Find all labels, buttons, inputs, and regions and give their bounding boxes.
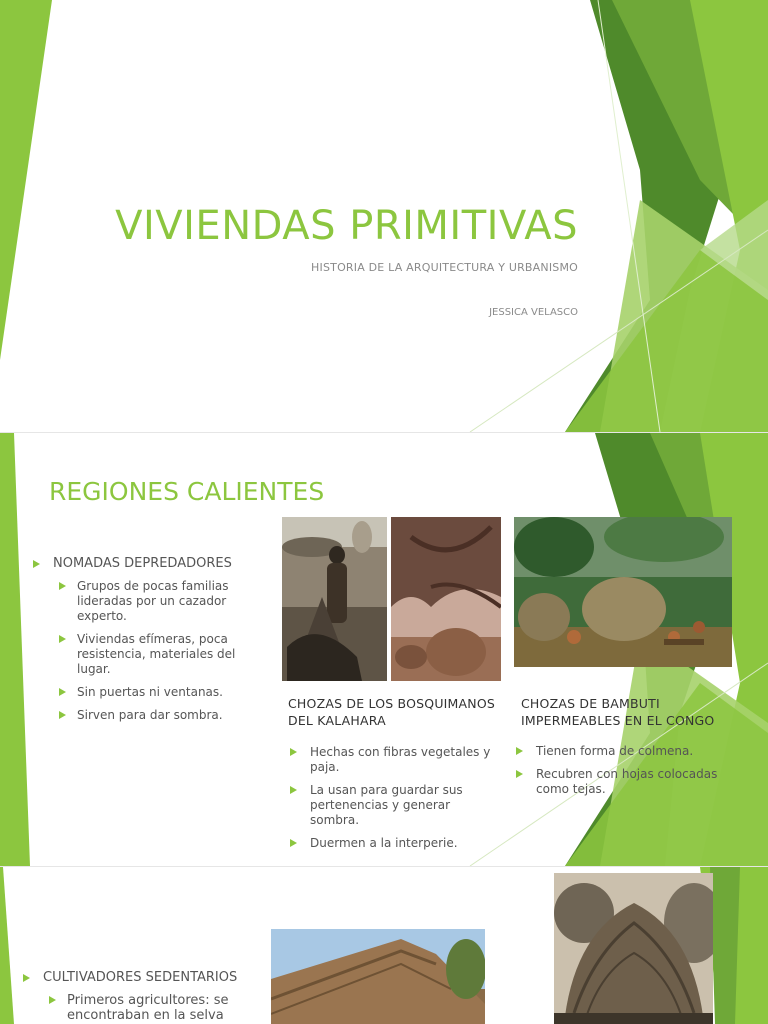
bullet-group-label: NOMADAS DEPREDADORES: [53, 556, 232, 571]
list-item: Grupos de pocas familias lideradas por un cazador experto.: [59, 579, 243, 624]
photo-bushmen-hut: [391, 517, 501, 681]
bullet-list: [23, 970, 243, 1024]
list-item: Hechas con fibras vegetales y paja.: [290, 745, 494, 775]
author-name: JESSICA VELASCO: [489, 307, 578, 318]
photo-thatched-hut: [271, 929, 485, 1024]
list-item: Tienen forma de colmena.: [516, 744, 721, 759]
photo-bambuti-hut: [514, 517, 732, 667]
photo-bushmen-people: [282, 517, 387, 681]
caption-bambuti: CHOZAS DE BAMBUTI IMPERMEABLES EN EL CONGO: [521, 696, 715, 728]
photo-vintage-hut: [554, 873, 713, 1024]
slide-title: [0, 0, 768, 432]
list-item: La usan para guardar sus pertenencias y generar sombra.: [290, 783, 494, 828]
bullet-list: [33, 556, 243, 731]
list-item: Primeros agricultores: se encontraban en la selva: [49, 993, 243, 1023]
list-item: Sirven para dar sombra.: [59, 708, 243, 723]
slide-heading: REGIONES CALIENTES: [49, 477, 325, 506]
slide-cultivadores: [0, 867, 768, 1024]
photo-illustration: [554, 873, 713, 1024]
photo-illustration: [391, 517, 501, 681]
bosquimanos-list: [290, 745, 494, 859]
photo-illustration: [282, 517, 387, 681]
presentation-title: VIVIENDAS PRIMITIVAS: [115, 203, 578, 249]
bullet-group: [33, 556, 243, 723]
caption-bosquimanos: CHOZAS DE LOS BOSQUIMANOS DEL KALAHARA: [288, 696, 496, 728]
bullet-group: [23, 970, 243, 1023]
sub-bullet-list: [59, 579, 243, 723]
bullet-group-label: CULTIVADORES SEDENTARIOS: [43, 970, 238, 985]
sub-bullet-list: [49, 993, 243, 1023]
bambuti-list: [516, 744, 721, 805]
list-item: Recubren con hojas colocadas como tejas.: [516, 767, 721, 797]
slide-regiones-calientes: [0, 433, 768, 866]
list-item: Duermen a la interperie.: [290, 836, 494, 851]
presentation-subtitle: HISTORIA DE LA ARQUITECTURA Y URBANISMO: [311, 261, 578, 274]
list-item: Viviendas efímeras, poca resistencia, materiales del lugar.: [59, 632, 243, 677]
list-item: Sin puertas ni ventanas.: [59, 685, 243, 700]
photo-illustration: [514, 517, 732, 667]
photo-illustration: [271, 929, 485, 1024]
